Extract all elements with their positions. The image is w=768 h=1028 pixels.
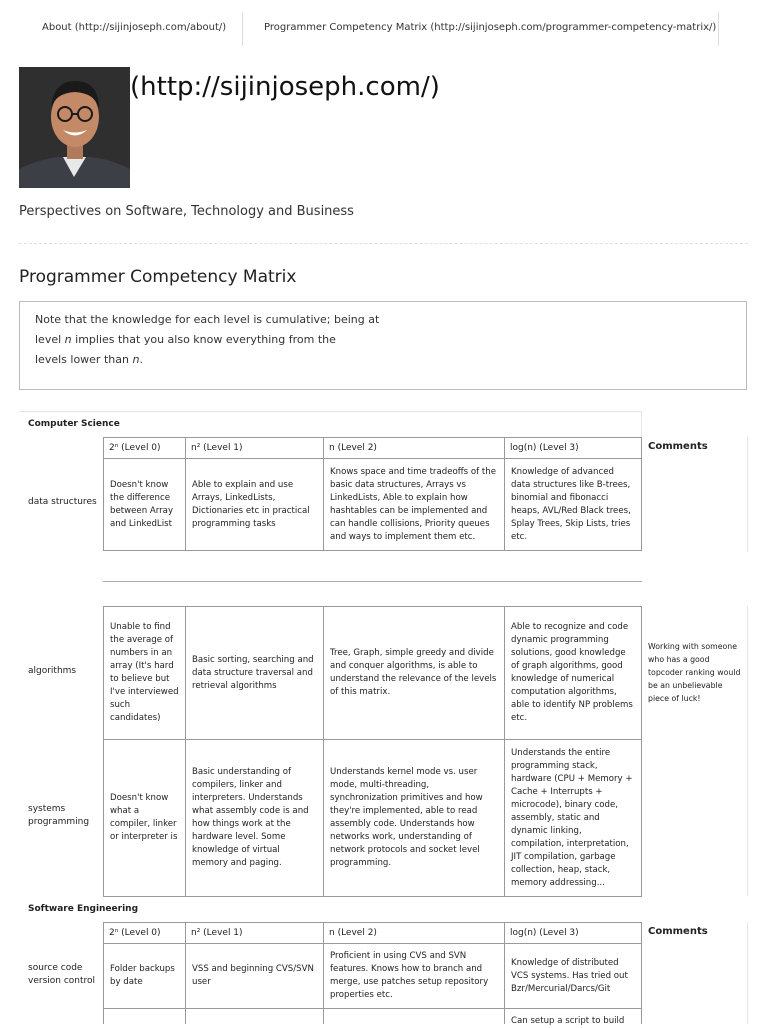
cell-data-structures-level-1	[185, 458, 324, 551]
cell-systems-level-1	[185, 739, 324, 897]
cell-data-structures-level-3	[504, 458, 642, 551]
header-level-0: 2ⁿ (Level 0)	[103, 437, 186, 459]
cell-text: Basic understanding of compilers, linker and interpreters. Understands what assembly code is and how things work at the hardware level. Some knowledge of virtual memory and paging.	[192, 767, 309, 868]
nav-separator	[718, 12, 719, 46]
label-line: programming	[28, 817, 90, 827]
cell-text: Knows space and time tradeoffs of the basic data structures, Arrays vs LinkedLists, Able to explain how hashtables can be implemented and can handle collisions, Priority queues and ways to implement them etc.	[330, 466, 496, 542]
cell-text: Unable to find the average of numbers in an array (It's hard to believe but I've interviewed such candidates)	[110, 622, 179, 723]
author-avatar[interactable]	[19, 67, 130, 188]
label-line: version control	[28, 976, 96, 986]
note-text	[35, 310, 395, 370]
cell-text: VSS and beginning CVS/SVN user	[192, 964, 314, 987]
table-top-border	[19, 411, 641, 412]
header-level-3: log(n) (Level 3)	[504, 922, 642, 944]
section-software-engineering: Software Engineering	[28, 904, 139, 914]
cell-next-level-1	[185, 1008, 324, 1024]
cell-data-structures-level-0	[103, 458, 186, 551]
comments-right-border	[747, 606, 748, 896]
cumulative-note-box	[19, 301, 747, 390]
cell-text: Doesn't know the difference between Array and LinkedList	[110, 479, 174, 529]
header-level-0: 2ⁿ (Level 0)	[103, 922, 186, 944]
table-divider	[103, 581, 642, 582]
cell-next-level-0	[103, 1008, 186, 1024]
note-line-3-start: levels lower than	[35, 353, 133, 366]
cell-systems-level-2	[323, 739, 505, 897]
site-tagline: Perspectives on Software, Technology and Business	[19, 204, 354, 219]
cell-text: Doesn't know what a compiler, linker or interpreter is	[110, 793, 178, 842]
cell-text: Tree, Graph, simple greedy and divide and conquer algorithms, is able to understand the relevance of the levels of this matrix.	[330, 648, 497, 697]
header-level-2: n (Level 2)	[323, 437, 505, 459]
header-comments: Comments	[648, 441, 708, 452]
nav-link-about[interactable]: About (http://sijinjoseph.com/about/)	[42, 22, 227, 33]
comments-right-border	[747, 922, 748, 1024]
note-line-3-end: .	[139, 353, 143, 366]
cell-text: Knowledge of advanced data structures like B-trees, binomial and fibonacci heaps, AVL/Red Black trees, Splay Trees, Skip Lists, tries etc.	[511, 466, 631, 542]
top-nav	[0, 0, 768, 58]
page-title: Programmer Competency Matrix	[19, 267, 297, 287]
row-label-source-code-version-control	[28, 962, 95, 988]
nav-link-competency-matrix[interactable]: Programmer Competency Matrix (http://sijinjoseph.com/programmer-competency-matrix/)	[264, 22, 717, 33]
row-label-data-structures: data structures	[28, 497, 97, 507]
cell-data-structures-level-2	[323, 458, 505, 551]
cell-algorithms-level-3	[504, 606, 642, 740]
cell-scvc-level-0	[103, 943, 186, 1009]
note-line-2-end: implies that you also know everything from the	[71, 333, 336, 346]
cell-text: Understands kernel mode vs. user mode, multi-threading, synchronization primitives and how they're implemented, able to read assembly code. Understands how networks work, understanding of network protocols and socket level programming.	[330, 767, 483, 868]
section-computer-science: Computer Science	[28, 419, 120, 429]
cell-systems-level-0	[103, 739, 186, 897]
note-line-1: Note that the knowledge for each level is cumulative; being at	[35, 313, 380, 326]
cell-scvc-level-1	[185, 943, 324, 1009]
cell-text: Folder backups by date	[110, 964, 175, 987]
cell-text: Basic sorting, searching and data structure traversal and retrieval algorithms	[192, 654, 314, 691]
avatar-portrait-icon	[19, 67, 130, 188]
cell-scvc-level-3	[504, 943, 642, 1009]
cell-algorithms-level-0	[103, 606, 186, 740]
cell-algorithms-level-1	[185, 606, 324, 740]
cell-text: Able to explain and use Arrays, LinkedLists, Dictionaries etc in practical programming tasks	[192, 479, 310, 529]
label-line: systems	[28, 804, 66, 814]
row-label-systems-programming	[28, 803, 89, 829]
header-level-1: n² (Level 1)	[185, 922, 324, 944]
label-line: source code	[28, 963, 83, 973]
header-level-2: n (Level 2)	[323, 922, 505, 944]
row-label-algorithms: algorithms	[28, 666, 77, 676]
comment-algorithms: Working with someone who has a good topcoder ranking would be an unbelievable piece of luck!	[648, 642, 741, 703]
site-home-link[interactable]: (http://sijinjoseph.com/)	[130, 72, 440, 102]
cell-text: Can setup a script to build	[511, 1016, 625, 1026]
cell-text: Knowledge of distributed VCS systems. Has tried out Bzr/Mercurial/Darcs/Git	[511, 957, 628, 994]
nav-separator	[242, 12, 243, 46]
note-line-2-start: level	[35, 333, 65, 346]
header-level-3: log(n) (Level 3)	[504, 437, 642, 459]
cell-next-level-3	[504, 1008, 642, 1024]
cell-systems-level-3	[504, 739, 642, 897]
note-line-3-emphasis: n	[132, 353, 140, 366]
cell-text: Proficient in using CVS and SVN features. Knows how to branch and merge, use patches setup repository properties etc.	[330, 951, 489, 1000]
cell-text: Able to recognize and code dynamic programming solutions, good knowledge of graph algorithms, good knowledge of numerical computation algorithms, able to identify NP problems etc.	[511, 622, 633, 723]
cell-algorithms-level-2	[323, 606, 505, 740]
header-divider	[19, 243, 748, 244]
comments-right-border	[747, 437, 748, 552]
header-comments: Comments	[648, 926, 708, 937]
note-line-2-emphasis: n	[64, 333, 72, 346]
cell-text: Understands the entire programming stack, hardware (CPU + Memory + Cache + Interrupts + microcode), binary code, assembly, static and dynamic linking, compilation, interpretation, JIT compilation, garbage collection, heap, stack, memory addressing...	[511, 747, 633, 888]
cell-next-level-2	[323, 1008, 505, 1024]
header-level-1: n² (Level 1)	[185, 437, 324, 459]
cell-scvc-level-2	[323, 943, 505, 1009]
